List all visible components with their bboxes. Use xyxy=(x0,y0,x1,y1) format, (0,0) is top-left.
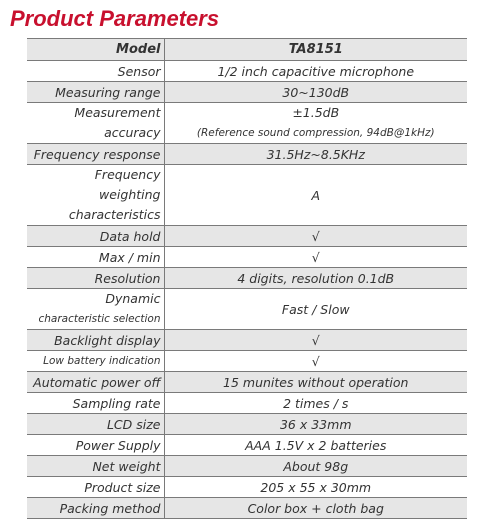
param-label: Power Supply xyxy=(27,435,164,456)
param-value-note: (Reference sound compression, 94dB@1kHz) xyxy=(196,127,435,139)
param-value: 31.5Hz~8.5KHz xyxy=(164,144,467,165)
param-label: Frequency response xyxy=(27,144,164,165)
check-mark-icon: √ xyxy=(311,353,320,369)
param-value: 30~130dB xyxy=(164,82,467,103)
check-mark-icon: √ xyxy=(311,249,320,265)
check-mark-icon: √ xyxy=(164,226,467,247)
param-label: LCD size xyxy=(27,414,164,435)
table-row-packing xyxy=(27,498,467,519)
param-label: Product size xyxy=(27,477,164,498)
param-label: Max / min xyxy=(27,247,164,268)
check-mark-icon: √ xyxy=(164,330,467,351)
param-label: Data hold xyxy=(27,226,164,247)
param-value: A xyxy=(311,187,321,203)
param-value: TA8151 xyxy=(164,39,467,61)
table-row-frequency-response xyxy=(27,144,467,165)
table-row-low-battery xyxy=(27,351,467,372)
param-label-line: Dynamic xyxy=(105,291,161,306)
param-label: Packing method xyxy=(27,498,164,519)
param-value: 36 x 33mm xyxy=(164,414,467,435)
param-label: Measuring range xyxy=(27,82,164,103)
param-label-line: Measurement xyxy=(74,105,161,120)
param-value: 205 x 55 x 30mm xyxy=(260,479,372,495)
param-label: Model xyxy=(27,39,164,61)
table-row-accuracy xyxy=(27,103,467,144)
param-label: Automatic power off xyxy=(27,372,164,393)
table-row-frequency-weighting xyxy=(27,165,467,226)
table-row-resolution xyxy=(27,268,467,289)
table-row-net-weight xyxy=(27,456,467,477)
page-title: Product Parameters xyxy=(10,6,220,31)
table-row-auto-power-off xyxy=(27,372,467,393)
table-row-max-min xyxy=(27,247,467,268)
table-row-data-hold xyxy=(27,226,467,247)
param-label xyxy=(27,103,164,144)
param-value: Color box + cloth bag xyxy=(164,498,467,519)
param-label xyxy=(27,165,164,226)
param-label: Sampling rate xyxy=(27,393,164,414)
table-row-dynamic xyxy=(27,289,467,330)
param-value: Fast / Slow xyxy=(281,301,350,317)
table-row-power-supply xyxy=(27,435,467,456)
param-value: About 98g xyxy=(164,456,467,477)
table-row-sensor xyxy=(27,61,467,82)
param-value-line: ±1.5dB xyxy=(292,105,340,120)
param-label-line: characteristic selection xyxy=(38,313,161,325)
table-row-backlight xyxy=(27,330,467,351)
table-row-model xyxy=(27,39,467,61)
param-label: Sensor xyxy=(27,61,164,82)
param-value: 15 munites without operation xyxy=(164,372,467,393)
param-label: Resolution xyxy=(27,268,164,289)
param-label: Net weight xyxy=(27,456,164,477)
parameters-table xyxy=(27,38,467,519)
param-value: 2 times / s xyxy=(283,395,349,411)
param-label: Low battery indication xyxy=(27,351,164,372)
table-row-measuring-range xyxy=(27,82,467,103)
param-value: AAA 1.5V x 2 batteries xyxy=(245,437,387,453)
param-label-line: accuracy xyxy=(104,125,161,140)
table-row-product-size xyxy=(27,477,467,498)
table-row-lcd-size xyxy=(27,414,467,435)
param-label-line: Frequency weighting xyxy=(94,167,161,202)
param-value xyxy=(164,103,467,144)
param-label xyxy=(27,289,164,330)
param-label-line: characteristics xyxy=(68,207,161,222)
table-row-sampling-rate xyxy=(27,393,467,414)
param-value: 4 digits, resolution 0.1dB xyxy=(164,268,467,289)
param-value: 1/2 inch capacitive microphone xyxy=(217,63,415,79)
param-label: Backlight display xyxy=(27,330,164,351)
